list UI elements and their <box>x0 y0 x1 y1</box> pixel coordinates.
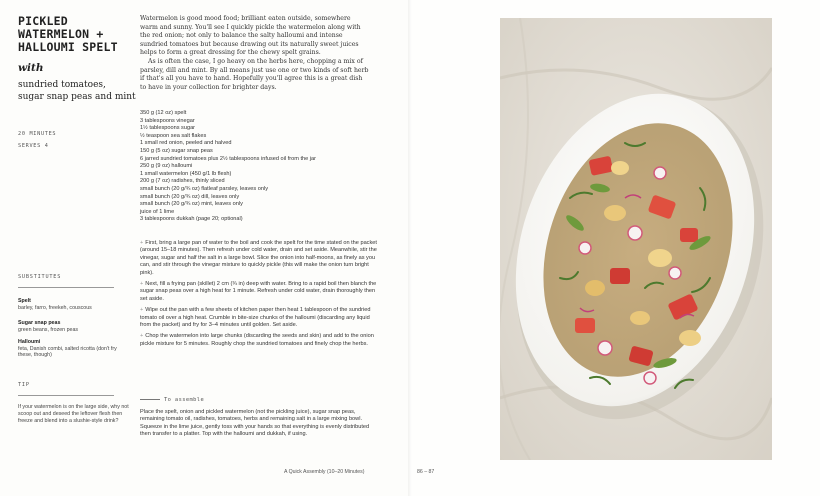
ingredient-item: ½ teaspoon sea salt flakes <box>140 132 207 139</box>
rule-divider <box>18 287 114 288</box>
step-text: Next, fill a frying pan (skillet) 2 cm (¾ in) deep with water. Bring to a rapid boil then blanch the sugar snap peas over a high heat for 1 minute. Refresh under cold water, drain thoroughly then set aside. <box>140 281 377 302</box>
method-step <box>140 240 380 277</box>
step-text: First, bring a large pan of water to the boil and cook the spelt for the time stated on the packet (around 15–18 minutes). Then refresh under cold water, drain and set aside. Meanwhile, stir the vinegar, sugar and half the salt in a large bowl. Slice the onion into half-moons, as finely as you can, and stir through the vinegar mixture to quickly pickle (this will make the onion turn bright pink). <box>140 240 377 276</box>
substitute-options: feta, Danish combi, salted ricotta (don't fry these, though) <box>18 345 117 359</box>
ingredient-item: 200 g (7 oz) radishes, thinly sliced <box>140 178 225 185</box>
substitute-name: Sugar snap peas <box>18 320 61 326</box>
subtitle-line: sugar snap peas and mint <box>18 91 136 102</box>
ingredient-item: 6 jarred sundried tomatoes plus 2½ tablespoons infused oil from the jar <box>140 155 316 162</box>
page-numbers: 86 – 87 <box>417 469 435 475</box>
ingredient-item: 250 g (9 oz) halloumi <box>140 163 193 170</box>
rule-divider <box>18 395 114 396</box>
intro-paragraph: Watermelon is good mood food; brilliant eaten outside, somewhere warm and sunny. You'll see I quickly pickle the watermelon along with the red onion; not only to balance the salty halloumi and intense sundried tomatoes but because drawing out its naturally sweet juices helps to form a great dressing for the chewy spelt grains. <box>140 15 361 57</box>
title-line: HALLOUMI SPELT <box>18 40 118 54</box>
ingredient-item: 1 small red onion, peeled and halved <box>140 140 232 147</box>
ingredient-item: 150 g (5 oz) sugar snap peas <box>140 147 213 154</box>
method-step <box>140 281 380 303</box>
ingredient-item: 1½ tablespoons sugar <box>140 125 196 132</box>
title-line: WATERMELON + <box>18 27 104 41</box>
rule-divider <box>140 399 160 400</box>
substitute-item <box>18 298 128 311</box>
method-steps <box>140 240 380 352</box>
intro-text <box>140 15 370 92</box>
bullet-icon: + <box>140 281 144 288</box>
substitute-item <box>18 320 128 333</box>
recipe-subtitle <box>18 80 136 103</box>
ingredient-item: 3 tablespoons vinegar <box>140 117 195 124</box>
assemble-heading <box>140 397 204 403</box>
subtitle-line: sundried tomatoes, <box>18 80 106 90</box>
serves-count: SERVES 4 <box>18 143 49 149</box>
ingredient-item: juice of 1 lime <box>140 208 175 215</box>
method-step <box>140 333 380 348</box>
bullet-icon: + <box>140 240 144 246</box>
bullet-icon: + <box>140 333 144 340</box>
ingredient-item: 3 tablespoons dukkah (page 20; optional) <box>140 216 243 223</box>
assemble-text: Place the spelt, onion and pickled watermelon (not the pickling juice), sugar snap peas, remaining tomato oil, radishes, tomatoes, herbs and remaining salt in a large mixing bowl. Squeeze in the lime juice, gently toss with your hands so that everything is evenly distributed then transfer to a platter. Top with the halloumi and dukkah, if using. <box>140 409 370 438</box>
intro-paragraph: As is often the case, I go heavy on the herbs here, chopping a mix of parsley, dill and mint. By all means just use one or two kinds of soft herb if that's all you have to hand. Hopefully you'll agree this is a great dish to have in your collection for brighter days. <box>140 57 369 91</box>
salad-photo-illustration <box>500 18 772 460</box>
tip-heading: TIP <box>18 382 30 388</box>
with-word: with <box>18 62 44 74</box>
bullet-icon: + <box>140 307 144 314</box>
substitute-name: Halloumi <box>18 339 41 345</box>
title-line: PICKLED <box>18 14 68 28</box>
book-gutter <box>408 0 412 496</box>
ingredient-item: small bunch (20 g/¾ oz) flatleaf parsley, leaves only <box>140 185 268 192</box>
substitute-name: Spelt <box>18 298 31 304</box>
substitute-options: barley, farro, freekeh, couscous <box>18 304 92 311</box>
assemble-heading-text: To assemble <box>164 397 205 403</box>
prep-time: 20 MINUTES <box>18 131 57 137</box>
ingredient-item: small bunch (20 g/¾ oz) mint, leaves only <box>140 201 243 208</box>
step-text: Chop the watermelon into large chunks (discarding the seeds and skin) and add to the onion pickle mixture for 5 minutes. Roughly chop the sundried tomatoes and finely chop the herbs. <box>140 333 374 347</box>
ingredient-item: 350 g (12 oz) spelt <box>140 110 187 116</box>
recipe-title <box>18 15 128 54</box>
ingredient-item: 1 small watermelon (450 g/1 lb flesh) <box>140 170 232 177</box>
ingredient-item: small bunch (20 g/¾ oz) dill, leaves only <box>140 193 240 200</box>
substitute-options: green beans, frozen peas <box>18 326 79 333</box>
chapter-footer: A Quick Assembly (10–20 Minutes) <box>284 469 365 475</box>
substitute-item <box>18 339 128 359</box>
salad-photo <box>500 18 772 460</box>
substitutes-heading: SUBSTITUTES <box>18 274 62 280</box>
ingredient-list <box>140 110 380 224</box>
step-text: Wipe out the pan with a few sheets of kitchen paper then heat 1 tablespoon of the sundried tomato oil over a high heat. Crumble in bite-size chunks of the halloumi (discarding any liquid from the packet) and fry for 3–4 minutes until golden. Set aside. <box>140 307 371 329</box>
tip-text: If your watermelon is on the large side, why not scoop out and deseed the leftover flesh then freeze and blend into a slushie-style drink? <box>18 404 129 424</box>
method-step <box>140 307 380 329</box>
